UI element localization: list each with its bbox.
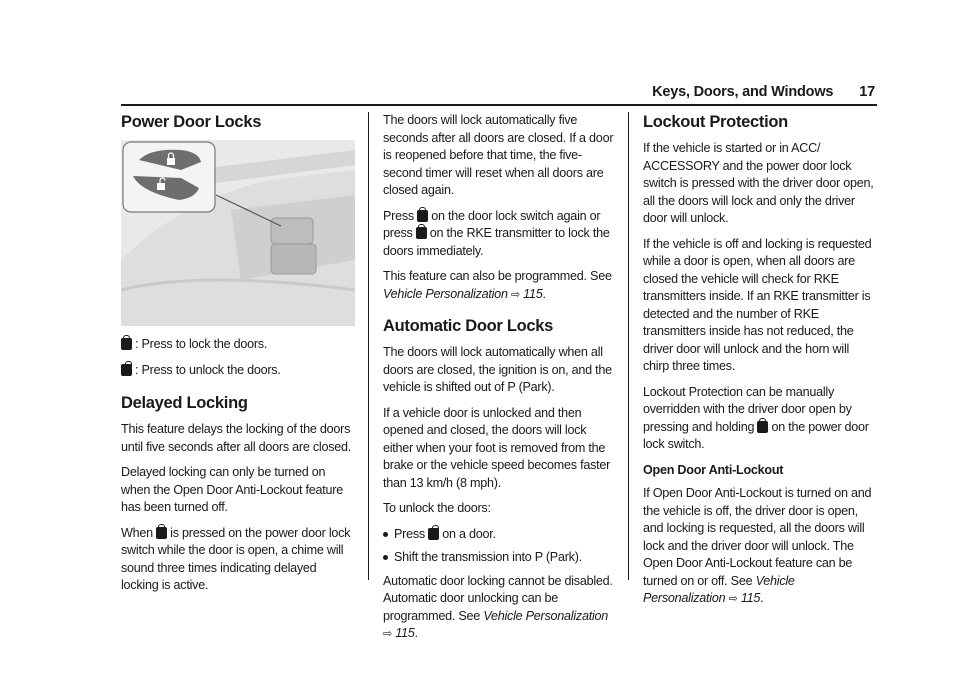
- door-lock-switch-illustration: [121, 140, 355, 326]
- paragraph: Delayed locking can only be turned on when the Open Door Anti-Lockout feature has been turned off.: [121, 465, 343, 514]
- unlock-definition: : Press to unlock the doors.: [121, 362, 357, 380]
- running-header: [650, 84, 875, 100]
- lock-icon: [121, 338, 132, 350]
- page-number: 17: [859, 84, 875, 100]
- bullet-icon: [383, 532, 388, 537]
- column-divider: [368, 112, 369, 580]
- unlock-icon: [428, 528, 439, 540]
- paragraph: If the vehicle is started or in ACC/ ACCESSORY and the power door lock switch is pressed with the driver door open, all the doors will lock and only the driver door will unlock.: [643, 141, 874, 225]
- section-heading-delayed-locking: Delayed Locking: [121, 394, 248, 412]
- section-heading-automatic-door-locks: Automatic Door Locks: [383, 317, 554, 335]
- paragraph: To unlock the doors:: [383, 501, 491, 515]
- header-rule: [121, 104, 877, 106]
- lock-icon: [416, 227, 427, 239]
- paragraph: The doors will lock automatically when all doors are closed, the ignition is on, and the vehicle is shifted out of P (Park).: [383, 345, 612, 394]
- unlock-icon: [121, 364, 132, 376]
- paragraph: When is pressed on the power door lock switch while the door is open, a chime will sound three times indicating delayed locking is active.: [121, 525, 351, 592]
- paragraph: Automatic door locking cannot be disabled. Automatic door unlocking can be programmed. See Vehicle Personalization ⇨ 115.: [383, 573, 613, 640]
- section-heading-power-door-locks: Power Door Locks: [121, 113, 262, 131]
- page-reference[interactable]: 115: [395, 626, 415, 640]
- paragraph: This feature delays the locking of the doors until five seconds after all doors are closed.: [121, 422, 352, 454]
- paragraph: Press on the door lock switch again or press on the RKE transmitter to lock the doors immediately.: [383, 208, 610, 258]
- paragraph: This feature can also be programmed. See Vehicle Personalization ⇨ 115.: [383, 269, 612, 301]
- column-2: [383, 112, 615, 652]
- cross-reference-link[interactable]: Vehicle Personalization: [383, 286, 508, 301]
- page-reference-icon: ⇨: [728, 593, 738, 605]
- page-reference-icon: ⇨: [383, 628, 392, 640]
- cross-reference-link[interactable]: Vehicle Personalization: [643, 573, 795, 605]
- section-title: Keys, Doors, and Windows: [652, 84, 834, 100]
- subheading-open-door-anti-lockout: Open Door Anti-Lockout: [643, 462, 784, 477]
- section-heading-lockout-protection: Lockout Protection: [643, 113, 788, 131]
- column-1: [121, 112, 357, 603]
- column-3: [643, 112, 877, 617]
- paragraph: The doors will lock automatically five seconds after all doors are closed. If a door is reopened before that time, the five-second timer will reset when all doors are closed again.: [383, 113, 614, 197]
- page-reference-icon: ⇨: [510, 288, 520, 301]
- bullet-icon: [383, 555, 388, 560]
- lock-icon: [757, 421, 768, 433]
- lock-icon: [156, 527, 167, 539]
- cross-reference-link[interactable]: Vehicle Personalization: [483, 608, 609, 623]
- paragraph: If the vehicle is off and locking is requested while a door is open, when all doors are closed the vehicle will check for RKE transmitters inside. If an RKE transmitter is detected and the number of RKE transmitters inside has not reduced, the driver door will unlock and the horn will chirp three times.: [643, 236, 872, 373]
- page-reference[interactable]: 115: [740, 591, 761, 605]
- lock-definition: : Press to lock the doors.: [121, 336, 357, 354]
- column-divider: [628, 112, 629, 580]
- paragraph: If Open Door Anti-Lockout is turned on and the vehicle is off, the driver door is open, and locking is requested, all the doors will lock and the driver door will unlock. The Open Door Anti-Lockout feature can be turned on or off. See Vehicle Personalization ⇨ 115.: [643, 486, 872, 605]
- list-item: Shift the transmission into P (Park).: [383, 549, 615, 567]
- paragraph: If a vehicle door is unlocked and then opened and closed, the doors will lock either when your foot is removed from the brake or the vehicle speed becomes faster than 13 km/h (8 mph).: [383, 405, 611, 490]
- paragraph: Lockout Protection can be manually overridden with the driver door open by pressing and holding on the power door lock switch.: [643, 384, 869, 451]
- page-reference[interactable]: 115: [523, 286, 543, 301]
- list-item: Press on a door.: [383, 526, 615, 544]
- lock-icon: [417, 210, 428, 222]
